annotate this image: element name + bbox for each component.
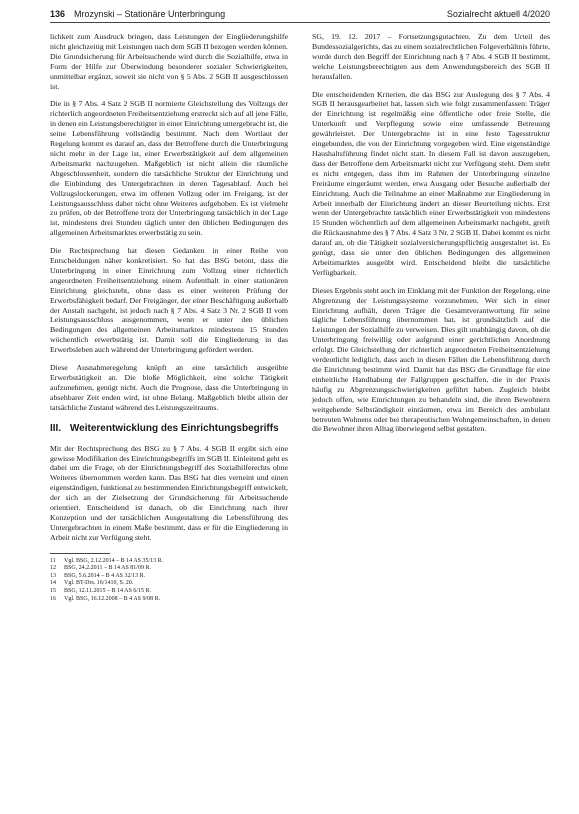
footnote-text: Vgl. BSG, 16.12.2008 – B 4 AS 9/08 R. [64, 595, 161, 602]
journal-citation: Sozialrecht aktuell 4/2020 [446, 9, 550, 19]
paragraph: Die in § 7 Abs. 4 Satz 2 SGB II normierte Gleichstellung des Vollzugs der richterlich angeordneten Freiheitsentziehung erstreckt sich auf all jene Fälle, in denen ein Leistungsberechtigter in einer Einrichtung untergebracht ist, die seine Lebensführung vollständig bestimmt. Nach dem Wortlaut der Regelung kommt es darauf an, dass der Betroffene durch die Unterbringung nicht mehr in der Lage ist, einer Erwerbstätigkeit auf dem allgemeinen Arbeitsmarkt nachzugehen. Maßgeblich ist nicht allein die räumliche Abgeschlossenheit, sondern die tatsächliche Struktur der Einrichtung und die Einbindung des Untergebrachten in deren Tagesablauf. Auch bei Vollzugslockerungen, etwa im offenen Vollzug oder im Freigang, ist der Leistungsausschluss daher nicht ohne Weiteres aufgehoben. Es ist vielmehr zu prüfen, ob der Betroffene trotz der Unterbringung tatsächlich in der Lage ist, mindestens drei Stunden täglich unter den üblichen Bedingungen des allgemeinen Arbeitsmarktes erwerbstätig zu sein. [50, 99, 288, 238]
page-header [50, 6, 550, 22]
footnote [50, 565, 288, 573]
footnote-number: 16 [50, 595, 56, 602]
footnote-number: 13 [50, 572, 56, 579]
footnote-number: 15 [50, 588, 56, 595]
page-number: 136 [50, 9, 66, 19]
running-title: Mrozynski – Stationäre Unterbringung [74, 9, 226, 19]
footnote [50, 558, 288, 566]
paragraph: Die entscheidenden Kriterien, die das BSG zur Auslegung des § 7 Abs. 4 SGB II herausgearbeitet hat, lassen sich wie folgt zusammenfassen: Träger der Einrichtung ist regelmäßig eine öffentliche oder freie Stelle, die Unterkunft und Verpflegung sowie eine umfassende Betreuung gewährleistet. Der Untergebrachte ist in eine feste Tagesstruktur eingebunden, die von der Einrichtung vorgegeben wird. Eine eigenständige Haushaltsführung findet nicht statt. In diesem Fall ist davon auszugehen, dass der Betroffene dem Arbeitsmarkt nicht zur Verfügung steht. Dem steht es nicht entgegen, dass ihm im Rahmen der Unterbringung einzelne Freiräume eingeräumt werden, etwa Ausgang oder Besuche außerhalb der Einrichtung. Auch die Teilnahme an einer Maßnahme zur Eingliederung in Arbeit innerhalb der Einrichtung ändert an dieser Beurteilung nichts. Erst wenn der Untergebrachte tatsächlich einer Erwerbstätigkeit von mindestens 15 Stunden wöchentlich auf dem allgemeinen Arbeitsmarkt nachgeht, greift die Rückausnahme des § 7 Abs. 4 Satz 3 Nr. 2 SGB II. Dabei kommt es nicht darauf an, ob die Tätigkeit sozialversicherungspflichtig ausgestaltet ist. Es genügt, dass sie unter den üblichen Bedingungen des allgemeinen Arbeitsmarktes ausgeübt wird. Entscheidend bleibt die tatsächliche Verfügbarkeit. [312, 89, 550, 277]
right-column [312, 32, 550, 442]
footnote [50, 588, 288, 596]
paragraph: Dieses Ergebnis steht auch im Einklang mit der Funktion der Regelung, eine Abgrenzung der Leistungssysteme vorzunehmen. Wer sich in einer Einrichtung aufhält, deren Träger die Gesamtverantwortung für seine tägliche Lebensführung übernommen hat, ist grundsätzlich auf die Leistungen der Sozialhilfe zu verweisen. Dies gilt unabhängig davon, ob die Unterbringung freiwillig oder aufgrund einer gerichtlichen Anordnung erfolgt. Die Gleichstellung der richterlich angeordneten Freiheitsentziehung verdeutlicht lediglich, dass auch in diesen Fällen die Lebensführung durch die Einrichtung bestimmt wird. Damit hat das BSG die Grundlage für eine einheitliche Handhabung der Fallgruppen geschaffen, die in der Praxis häufig zu Abgrenzungsschwierigkeiten geführt haben. Zugleich bleibt jedoch offen, wie Einrichtungen zu behandeln sind, die ihren Bewohnern weitgehende Selbständigkeit einräumen, etwa im Bereich des ambulant betreuten Wohnens oder bei therapeutischen Wohngemeinschaften, in denen die Bewohner ihren Alltag überwiegend selbst gestalten. [312, 285, 550, 434]
footnote [50, 580, 288, 588]
left-column [50, 32, 288, 603]
section-heading [50, 423, 288, 434]
footnote-text: BSG, 5.6.2014 – B 4 AS 32/13 R. [64, 572, 146, 579]
paragraph: Mit der Rechtsprechung des BSG zu § 7 Abs. 4 SGB II ergibt sich eine gewisse Modifikation des Einrichtungsbegriffs im SGB II. Einleitend geht es dabei um die Frage, ob der Einrichtungsbegriff des Sozialhilferechts ohne Weiteres übernommen werden kann. Das BSG hat dies verneint und einen eigenständigen, funktional zu bestimmenden Einrichtungsbegriff entwickelt, der sich an der Zielsetzung der Grundsicherung für Arbeitsuchende orientiert. Entscheidend ist danach, ob die Einrichtung nach ihrer Konzeption und der tatsächlichen Ausgestaltung die Lebensführung des Untergebrachten in einem Maße bestimmt, dass er für die Eingliederung in Arbeit nicht zur Verfügung steht. [50, 443, 288, 542]
footnote-text: Vgl. BT-Drs. 16/1410, S. 20. [64, 580, 134, 587]
paragraph: Diese Ausnahmeregelung knüpft an eine tatsächlich ausgeübte Erwerbstätigkeit an. Die bloße Möglichkeit, eine solche Tätigkeit aufzunehmen, genügt nicht. Auch die Prognose, dass die Unterbringung in absehbarer Zeit enden wird, ist ohne Belang. Maßgeblich bleibt allein der tatsächliche Zustand während des Leistungszeitraums. [50, 363, 288, 412]
footnote-text: BSG, 24.2.2011 – B 14 AS 81/09 R. [64, 565, 151, 572]
footnote [50, 573, 288, 581]
header-rule [50, 22, 550, 23]
footnote-number: 11 [50, 557, 56, 564]
footnotes [50, 558, 288, 604]
paragraph: SG, 19. 12. 2017 – Fortsetzungsgutachten. Zu dem Urteil des Bundessozialgerichts, das zu einem sozialrechtlichen Folgeverhältnis führte, wurde durch den Begriff der Einrichtung nach § 7 Abs. 4 SGB II bestimmt, welche Leistungsberechtigten aus dem Anwendungsbereich des SGB II herausfallen. [312, 32, 550, 81]
footnote-number: 14 [50, 580, 56, 587]
paragraph: lichkeit zum Ausdruck bringen, dass Leistungen der Eingliederungshilfe nicht gleichzeitig mit Leistungen nach dem SGB II bezogen werden können. Die Grundsicherung für Arbeitsuchende wird durch die Sozialhilfe, etwa in Form der Hilfe zur Überwindung besonderer sozialer Schwierigkeiten, unmittelbar ergänzt, soweit sie nicht von § 5 Abs. 2 SGB II ausgeschlossen ist. [50, 32, 288, 91]
paragraph: Die Rechtsprechung hat diesen Gedanken in einer Reihe von Entscheidungen näher konkretisiert. So hat das BSG betont, dass die Unterbringung in einer Einrichtung zum Vollzug einer richterlich angeordneten Freiheitsentziehung einem Aufenthalt in einer stationären Einrichtung gleichsteht, ohne dass es einer weiteren Prüfung der Erwerbsfähigkeit bedarf. Der Freigänger, der einer Beschäftigung außerhalb der Anstalt nachgeht, ist jedoch nach § 7 Abs. 4 Satz 3 Nr. 2 SGB II vom Leistungsausschluss ausgenommen, wenn er unter den üblichen Bedingungen des allgemeinen Arbeitsmarktes mindestens 15 Stunden wöchentlich erwerbstätig ist. Damit soll die Eingliederung in das Erwerbsleben auch während der Unterbringung gefördert werden. [50, 246, 288, 355]
footnote-text: Vgl. BSG, 2.12.2014 – B 14 AS 35/13 R. [64, 557, 164, 564]
section-title: Weiterentwicklung des Einrichtungsbegriffs [69, 422, 279, 434]
footnote-number: 12 [50, 565, 56, 572]
footnote-rule [50, 553, 110, 554]
section-number: III. [50, 422, 62, 434]
footnote-text: BSG, 12.11.2015 – B 14 AS 6/15 R. [64, 588, 151, 595]
footnote [50, 596, 288, 604]
